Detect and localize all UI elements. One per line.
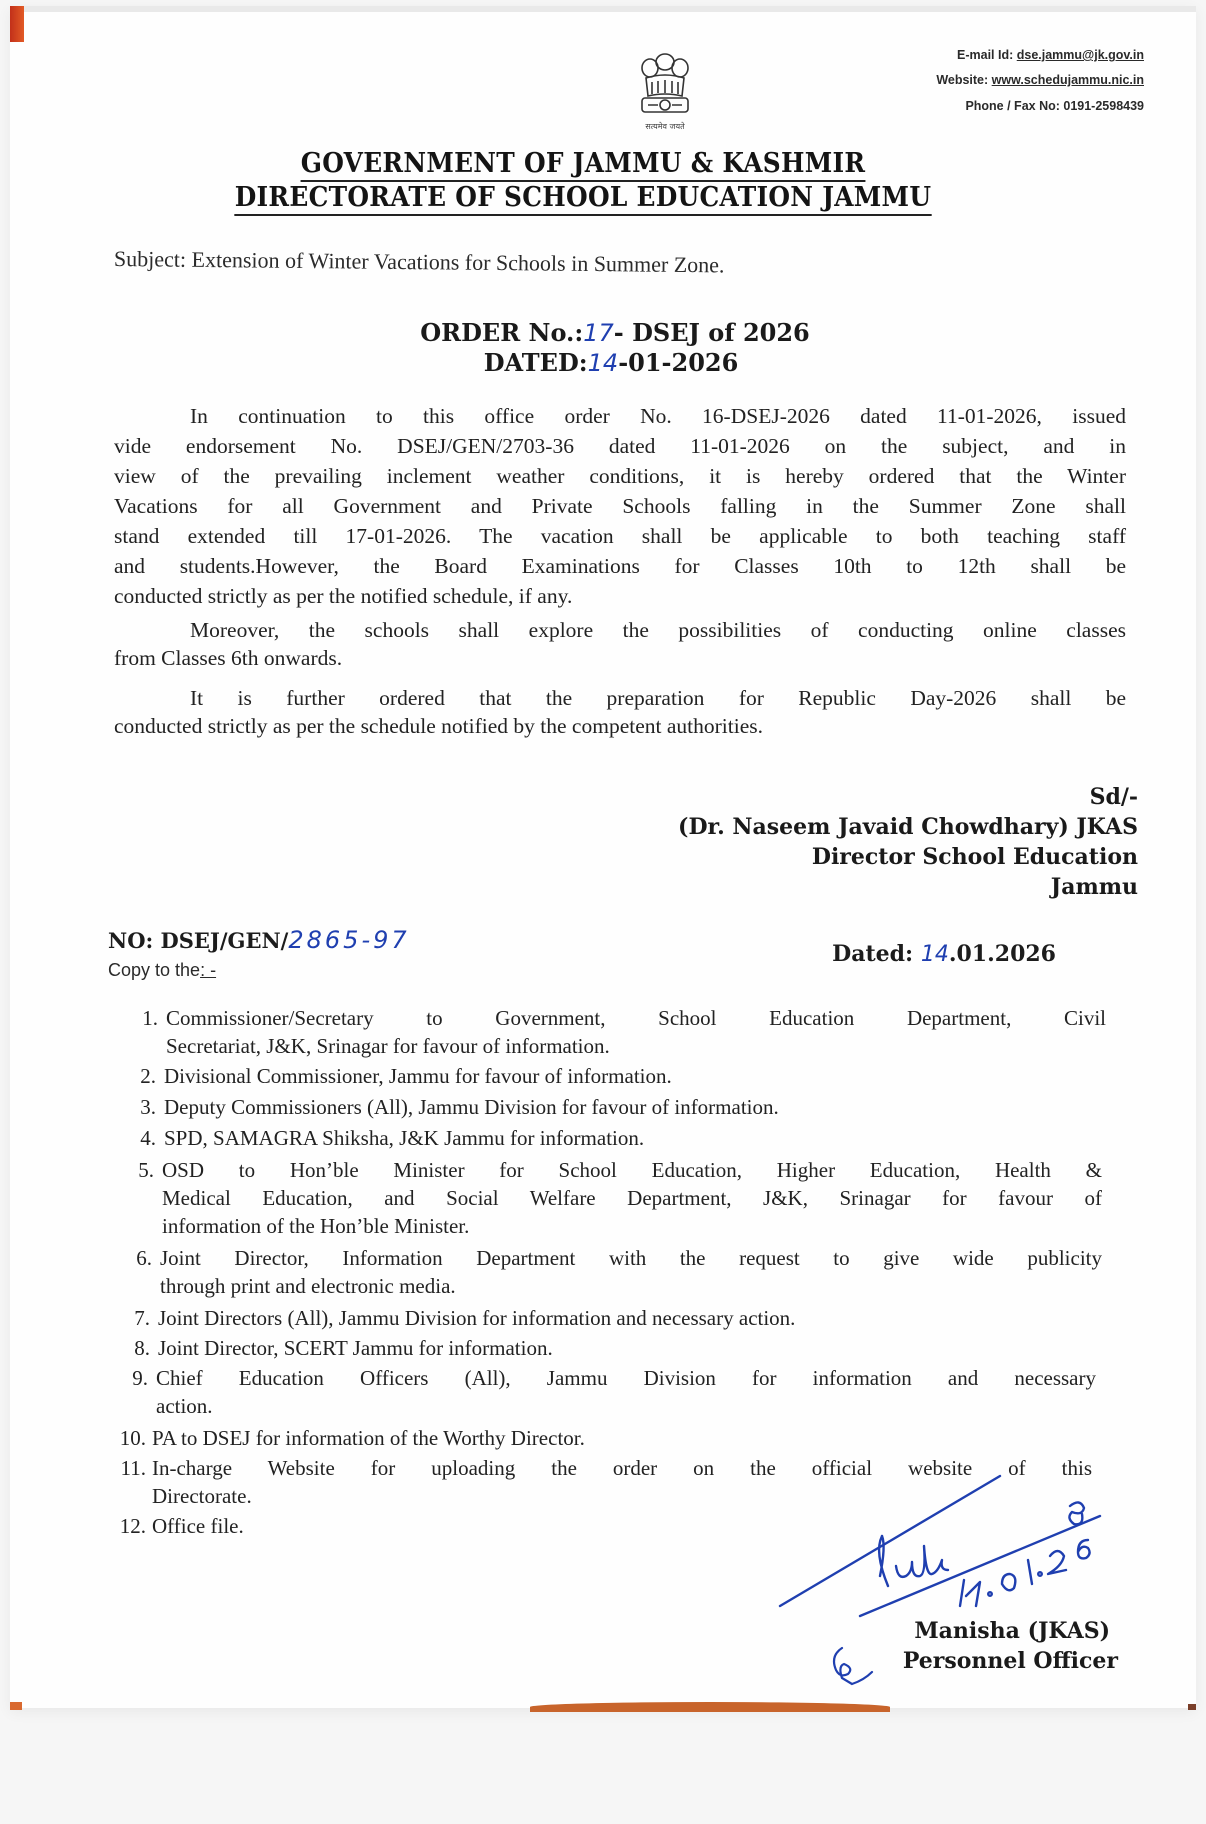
order-date — [18, 348, 1204, 377]
state-emblem-icon — [628, 48, 702, 132]
copy-to-text: Copy to the — [108, 960, 201, 980]
list-item: through print and electronic media. — [160, 1274, 456, 1298]
order-number-handwritten: 17 — [583, 319, 614, 347]
email-line — [957, 48, 1144, 62]
list-item-number: 5. — [138, 1158, 154, 1182]
order-dated-handwritten: 14 — [587, 349, 619, 377]
endorsement-dated-prefix: Dated: — [832, 941, 921, 967]
paragraph-1-line: and students.However, the Board Examinations for Classes 10th to 12th shall be — [114, 554, 1126, 578]
list-item: Chief Education Officers (All), Jammu Division for information and necessary — [156, 1366, 1096, 1390]
officer-name: Manisha (JKAS) — [914, 1618, 1110, 1644]
list-item: Joint Director, SCERT Jammu for information. — [158, 1336, 553, 1360]
bottom-right-mark — [1188, 1704, 1196, 1710]
list-item: Joint Directors (All), Jammu Division for information and necessary action. — [158, 1306, 796, 1330]
emblem-motto: सत्यमेव जयते — [645, 122, 685, 131]
list-item-number: 4. — [140, 1126, 156, 1150]
endorsement-dated-suffix: .01.2026 — [948, 941, 1056, 967]
order-dated-suffix: -01-2026 — [618, 348, 739, 377]
endorsement-prefix: NO: DSEJ/GEN/ — [108, 928, 289, 953]
list-item-number: 3. — [140, 1095, 156, 1119]
list-item-number: 9. — [132, 1366, 148, 1390]
paragraph-1-line: view of the prevailing inclement weather conditions, it is hereby ordered that the Winter — [114, 464, 1126, 488]
list-item: Divisional Commissioner, Jammu for favour of information. — [164, 1064, 672, 1088]
signatory-designation: Director School Education — [811, 844, 1138, 870]
list-item: information of the Hon’ble Minister. — [162, 1214, 470, 1238]
list-item-number: 1. — [142, 1006, 158, 1030]
endorsement-date — [832, 941, 1056, 967]
bottom-orange-arc — [530, 1702, 890, 1712]
endorsement-dated-handwritten: 14 — [920, 942, 949, 967]
list-item: PA to DSEJ for information of the Worthy Director. — [152, 1426, 585, 1450]
list-item: Deputy Commissioners (All), Jammu Division for favour of information. — [164, 1095, 779, 1119]
bottom-left-mark — [10, 1702, 22, 1710]
paragraph-1-line: Vacations for all Government and Private Schools falling in the Summer Zone shall — [114, 494, 1126, 518]
order-dated-prefix: DATED: — [483, 348, 588, 377]
sd-mark: Sd/- — [1089, 784, 1138, 810]
list-item: SPD, SAMAGRA Shiksha, J&K Jammu for information. — [164, 1126, 645, 1150]
list-item-number: 8. — [134, 1336, 150, 1360]
red-edge-mark — [10, 6, 24, 42]
list-item-number: 7. — [134, 1306, 150, 1330]
paragraph-2-line: Moreover, the schools shall explore the possibilities of conducting online classes — [190, 618, 1126, 642]
website-line — [936, 73, 1144, 87]
heading-directorate — [37, 182, 1128, 213]
email-link[interactable]: dse.jammu@jk.gov.in — [1016, 48, 1144, 62]
list-item-number: 6. — [136, 1246, 152, 1270]
phone-line: Phone / Fax No: 0191-2598439 — [965, 99, 1144, 113]
order-prefix: ORDER No.: — [420, 318, 584, 347]
initials-scribble-icon — [828, 1644, 888, 1688]
email-label: E-mail Id: — [957, 48, 1017, 62]
endorsement-handwritten-number: 2865-97 — [288, 926, 410, 954]
paragraph-1-line: In continuation to this office order No. 16-DSEJ-2026 dated 11-01-2026, issued — [190, 404, 1126, 428]
paragraph-2-line: from Classes 6th onwards. — [114, 646, 343, 670]
website-link[interactable]: www.schedujammu.nic.in — [991, 73, 1144, 87]
list-item: Secretariat, J&K, Srinagar for favour of information. — [166, 1034, 610, 1058]
list-item-number: 10. — [119, 1426, 146, 1450]
heading-directorate-text: DIRECTORATE OF SCHOOL EDUCATION JAMMU — [235, 182, 932, 216]
signatory-name: (Dr. Naseem Javaid Chowdhary) JKAS — [678, 814, 1138, 840]
list-item: In-charge Website for uploading the order on the official website of this — [152, 1456, 1092, 1480]
heading-government-text: GOVERNMENT OF JAMMU & KASHMIR — [301, 148, 866, 182]
signatory-place: Jammu — [1050, 874, 1138, 900]
copy-to-label — [108, 960, 216, 981]
list-item: Directorate. — [152, 1484, 252, 1508]
top-shade — [10, 6, 1196, 12]
paragraph-3-line: conducted strictly as per the schedule notified by the competent authorities. — [114, 714, 763, 738]
list-item-number: 2. — [140, 1064, 156, 1088]
list-item-number: 11. — [120, 1456, 146, 1480]
list-item-number: 12. — [119, 1514, 146, 1538]
paragraph-3-line: It is further ordered that the preparation for Republic Day-2026 shall be — [190, 686, 1126, 710]
order-number — [22, 318, 1206, 347]
copy-to-suffix: : - — [200, 960, 217, 980]
list-item: Office file. — [152, 1514, 244, 1538]
paragraph-1-line: conducted strictly as per the notified schedule, if any. — [114, 584, 573, 608]
list-item: Joint Director, Information Department with the request to give wide publicity — [160, 1246, 1102, 1270]
website-label: Website: — [936, 73, 992, 87]
list-item: Commissioner/Secretary to Government, School Education Department, Civil — [166, 1006, 1106, 1030]
order-suffix: - DSEJ of 2026 — [613, 318, 810, 347]
endorsement-number — [108, 926, 410, 954]
list-item: action. — [156, 1394, 213, 1418]
list-item: OSD to Hon’ble Minister for School Education, Higher Education, Health & — [162, 1158, 1102, 1182]
heading-government — [37, 148, 1128, 179]
paragraph-1-line: stand extended till 17-01-2026. The vacation shall be applicable to both teaching staff — [114, 524, 1126, 548]
document-page — [10, 6, 1196, 1708]
paragraph-1-line: vide endorsement No. DSEJ/GEN/2703-36 dated 11-01-2026 on the subject, and in — [114, 434, 1126, 458]
officer-designation: Personnel Officer — [902, 1648, 1118, 1674]
subject-line: Subject: Extension of Winter Vacations for Schools in Summer Zone. — [113, 246, 725, 278]
list-item: Medical Education, and Social Welfare Department, J&K, Srinagar for favour of — [162, 1186, 1102, 1210]
